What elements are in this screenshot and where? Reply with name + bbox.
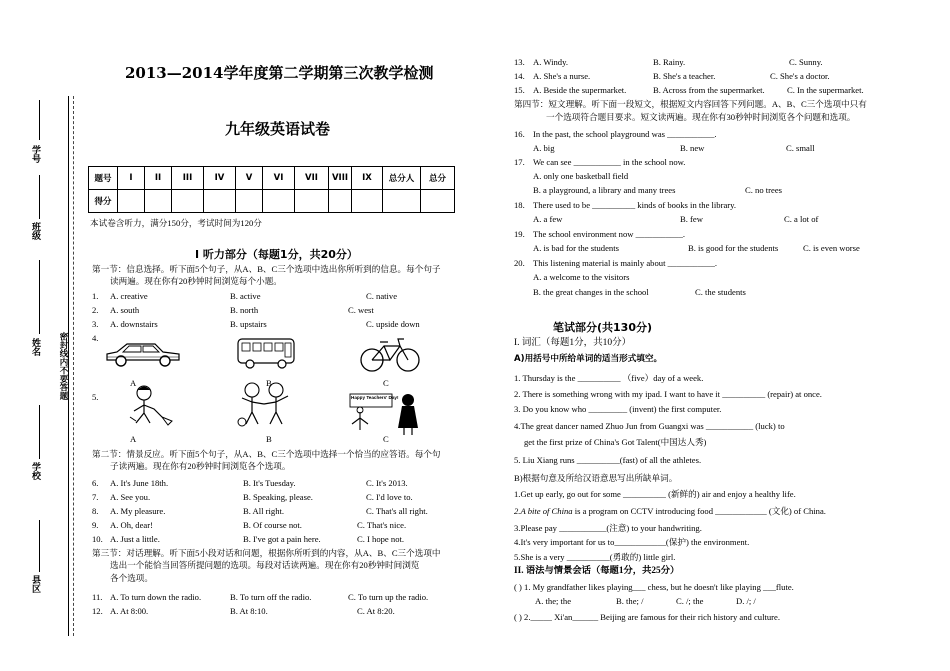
- district-field: [39, 520, 40, 572]
- part2-intro: 第二节：情景反应。听下面5个句子，从A、B、C三个选项中选择一个恰当的应答语。每个句: [92, 449, 441, 459]
- q-number: 3.: [92, 319, 99, 329]
- district-label: 县区: [31, 575, 41, 593]
- vocab-b4: 4.It's very important for us to____________(保护) the environment.: [514, 537, 750, 547]
- vocab-b3: 3.Please pay ___________(注意) to your handwriting.: [514, 523, 702, 533]
- option-c: C. a lot of: [784, 214, 819, 224]
- option-b: B. few: [680, 214, 703, 224]
- option-c: C. That's all right.: [366, 506, 428, 516]
- option-b: B. new: [680, 143, 705, 153]
- option-c: C. /; the: [676, 596, 704, 606]
- question-stem: This listening material is mainly about ___________.: [533, 258, 718, 268]
- option-b: B. Of course not.: [243, 520, 302, 530]
- option-c: C. I'd love to.: [366, 492, 413, 502]
- pic-label-b: B: [266, 378, 272, 388]
- option-c: C. small: [786, 143, 815, 153]
- program-title: 2.A bite of China: [514, 506, 573, 516]
- part1-intro-cont: 读两遍。现在你有20秒钟时间浏览每个小题。: [110, 276, 282, 286]
- part-b-heading: B)根据句意及所给汉语意思写出所缺单词。: [514, 473, 678, 483]
- question-stem: There used to be __________ kinds of books in the library.: [533, 200, 737, 210]
- option-c: C. At 8:20.: [357, 606, 395, 616]
- question-stem: In the past, the school playground was ___________.: [533, 129, 717, 139]
- vocab-b1: 1.Get up early, go out for some __________ (新鲜的) air and enjoy a healthy life.: [514, 489, 796, 499]
- name-field: [39, 260, 40, 334]
- option-c: C. It's 2013.: [366, 478, 408, 488]
- score-cell: II: [145, 167, 172, 190]
- option-a: A. a few: [533, 214, 563, 224]
- vocab-b5: 5.She is a very __________(勇敢的) little girl.: [514, 552, 676, 562]
- option-a: A. It's June 18th.: [110, 478, 169, 488]
- option-a: A. To turn down the radio.: [110, 592, 202, 602]
- part-a-heading: A)用括号中所给单词的适当形式填空。: [514, 354, 663, 364]
- pic-label-b: B: [266, 434, 272, 444]
- school-field: [39, 405, 40, 459]
- option-d: D. /; /: [736, 596, 756, 606]
- q-number: 13.: [514, 57, 525, 67]
- score-cell: VII: [295, 167, 329, 190]
- score-cell: IV: [204, 167, 236, 190]
- score-cell: 题号: [89, 167, 118, 190]
- school-label: 学校: [31, 462, 41, 480]
- option-a: A. only one basketball field: [533, 171, 629, 181]
- vocab-b2-rest: is a program on CCTV introducing food ____________ (文化) of China.: [572, 506, 826, 516]
- exam-subtitle: 九年级英语试卷: [225, 120, 331, 138]
- option-c: C. In the supermarket.: [787, 85, 864, 95]
- part1-intro: 第一节：信息选择。听下面5个句子，从A、B、C三个选项中选出你所听到的信息。每个句子: [92, 264, 441, 274]
- part4-intro-cont: 一个选项符合题目要求。短文读两遍。现在你有30秒钟时间浏览各个问题和选项。: [546, 112, 856, 122]
- score-input-cell[interactable]: [352, 190, 383, 213]
- option-c: C. upside down: [366, 319, 420, 329]
- option-a: A. See you.: [110, 492, 151, 502]
- question-stem: We can see ___________ in the school now.: [533, 157, 686, 167]
- written-heading: 笔试部分(共130分): [553, 321, 653, 334]
- vocab-a5: 5. Liu Xiang runs __________(fast) of all the athletes.: [514, 455, 702, 465]
- score-input-cell[interactable]: [236, 190, 263, 213]
- listening-heading: Ⅰ 听力部分（每题1分，共20分）: [195, 248, 358, 261]
- car-picture: [103, 336, 183, 370]
- q-number: 20.: [514, 258, 525, 268]
- score-cell: VIII: [329, 167, 352, 190]
- option-b: B. To turn off the radio.: [230, 592, 312, 602]
- option-c: C. She's a doctor.: [770, 71, 830, 81]
- q-number: 5.: [92, 392, 99, 402]
- score-table-score-row: [89, 190, 455, 213]
- score-cell: VI: [263, 167, 295, 190]
- part3-intro-cont2: 各个选项。: [110, 573, 153, 583]
- option-c: C. native: [366, 291, 398, 301]
- score-cell: 得分: [89, 190, 118, 213]
- q-number: 17.: [514, 157, 525, 167]
- vocab-a4: 4.The great dancer named Zhuo Jun from Guangxi was ___________ (luck) to: [514, 421, 785, 431]
- score-input-cell[interactable]: [172, 190, 204, 213]
- option-a: A. big: [533, 143, 555, 153]
- score-cell: III: [172, 167, 204, 190]
- grammar-heading: II. 语法与情景会话（每题1分，共25分）: [514, 566, 680, 576]
- option-a: A. creative: [110, 291, 148, 301]
- part2-intro-cont: 子读两遍。现在你有20秒钟时间浏览各个选项。: [110, 461, 291, 471]
- option-b: B. north: [230, 305, 259, 315]
- option-c: C. the students: [695, 287, 746, 297]
- score-table-header-row: [89, 167, 455, 190]
- class-field: [39, 175, 40, 219]
- score-input-cell[interactable]: [263, 190, 295, 213]
- q-number: 19.: [514, 229, 525, 239]
- q-number: 14.: [514, 71, 525, 81]
- option-b: B. She's a teacher.: [653, 71, 716, 81]
- option-b: B. the great changes in the school: [533, 287, 649, 297]
- pic-label-c: C: [383, 378, 389, 388]
- card-text: Happy Teachers' Day!: [351, 395, 399, 400]
- score-input-cell[interactable]: [383, 190, 421, 213]
- exam-info: 本试卷含听力，满分150分，考试时间为120分: [90, 218, 262, 228]
- option-b: B. Across from the supermarket.: [653, 85, 765, 95]
- binding-dashed-line: [73, 96, 74, 636]
- option-b: B. Speaking, please.: [243, 492, 313, 502]
- score-input-cell[interactable]: [295, 190, 329, 213]
- score-cell: IX: [352, 167, 383, 190]
- option-a: A. Oh, dear!: [110, 520, 153, 530]
- score-input-cell[interactable]: [204, 190, 236, 213]
- q-number: 18.: [514, 200, 525, 210]
- option-a: A. a welcome to the visitors: [533, 272, 630, 282]
- vocab-a2: 2. There is something wrong with my ipad. I want to have it __________ (repair) at once.: [514, 389, 822, 399]
- option-c: C. no trees: [745, 185, 782, 195]
- option-b: B. It's Tuesday.: [243, 478, 296, 488]
- option-c: C. is even worse: [803, 243, 860, 253]
- children-playing-picture: [234, 378, 296, 428]
- q-number: 16.: [514, 129, 525, 139]
- q-number: 2.: [92, 305, 99, 315]
- option-a: A. downstairs: [110, 319, 158, 329]
- grammar-q2: ( ) 2._____ Xi'an______ Beijing are famous for their rich history and culture.: [514, 612, 780, 622]
- q-number: 4.: [92, 333, 99, 343]
- vocab-a1: 1. Thursday is the __________ （five）day of a week.: [514, 373, 704, 383]
- option-a: A. the; the: [535, 596, 572, 606]
- q-number: 6.: [92, 478, 99, 488]
- bus-picture: [234, 333, 298, 371]
- score-input-cell[interactable]: [118, 190, 145, 213]
- option-b: B. a playground, a library and many trees: [533, 185, 676, 195]
- name-label: 姓名: [31, 338, 41, 356]
- score-cell: 总分: [421, 167, 455, 190]
- option-a: A. At 8:00.: [110, 606, 149, 616]
- child-cleaning-picture: [122, 381, 182, 429]
- pic-label-c: C: [383, 434, 389, 444]
- q-number: 9.: [92, 520, 99, 530]
- score-cell: 总分人: [383, 167, 421, 190]
- q-number: 1.: [92, 291, 99, 301]
- option-b: B. the; /: [616, 596, 644, 606]
- option-b: B. active: [230, 291, 261, 301]
- score-cell: V: [236, 167, 263, 190]
- q-number: 10.: [92, 534, 103, 544]
- score-input-cell[interactable]: [421, 190, 455, 213]
- pic-label-a: A: [130, 434, 137, 444]
- option-a: A. is bad for the students: [533, 243, 619, 253]
- option-a: A. Windy.: [533, 57, 568, 67]
- option-a: A. My pleasure.: [110, 506, 166, 516]
- pic-label-a: A: [130, 378, 137, 388]
- score-table: [88, 166, 455, 213]
- option-b: B. All right.: [243, 506, 285, 516]
- q-number: 8.: [92, 506, 99, 516]
- vocab-a4-cont: get the first prize of China's Got Talent(中国达人秀): [524, 437, 707, 447]
- q-number: 15.: [514, 85, 525, 95]
- option-c: C. I hope not.: [357, 534, 405, 544]
- option-a: A. south: [110, 305, 140, 315]
- bicycle-picture: [358, 334, 422, 374]
- option-a: A. She's a nurse.: [533, 71, 591, 81]
- score-cell: I: [118, 167, 145, 190]
- part4-intro: 第四节：短文理解。听下面一段短文，根据短文内容回答下列问题。A、B、C三个选项中只有: [514, 99, 867, 109]
- option-c: C. Sunny.: [789, 57, 823, 67]
- option-b: B. upstairs: [230, 319, 267, 329]
- question-stem: The school environment now ___________.: [533, 229, 686, 239]
- q-number: 11.: [92, 592, 103, 602]
- option-a: A. Beside the supermarket.: [533, 85, 627, 95]
- class-label: 班级: [31, 222, 41, 240]
- option-b: B. is good for the students: [688, 243, 779, 253]
- q-number: 7.: [92, 492, 99, 502]
- option-b: B. At 8:10.: [230, 606, 268, 616]
- no-answer-warning: 密封线内不要答题: [59, 332, 69, 400]
- option-b: B. I've got a pain here.: [243, 534, 321, 544]
- part3-intro-cont: 选出一个能恰当回答所提问题的选项。每段对话读两遍。现在你有20秒钟时间浏览: [110, 560, 420, 570]
- vocab-heading: I. 词汇（每题1分，共10分）: [514, 338, 632, 348]
- vocab-a3: 3. Do you know who _________ (invent) the first computer.: [514, 404, 722, 414]
- option-b: B. Rainy.: [653, 57, 686, 67]
- score-input-cell[interactable]: [329, 190, 352, 213]
- exam-title: 2013—2014学年度第二学期第三次教学检测: [125, 64, 434, 82]
- option-a: A. Just a little.: [110, 534, 160, 544]
- option-c: C. To turn up the radio.: [348, 592, 429, 602]
- student-id-label: 学号: [31, 145, 41, 163]
- vocab-b2: [514, 506, 826, 517]
- score-input-cell[interactable]: [145, 190, 172, 213]
- student-id-field: [39, 100, 40, 140]
- grammar-q1: ( ) 1. My grandfather likes playing___ chess, but he doesn't like playing ___flute.: [514, 582, 794, 592]
- option-c: C. west: [348, 305, 374, 315]
- option-c: C. That's nice.: [357, 520, 407, 530]
- q-number: 12.: [92, 606, 103, 616]
- part3-intro: 第三节：对话理解。听下面5小段对话和问题，根据你所听到的内容，从A、B、C三个选项中: [92, 548, 441, 558]
